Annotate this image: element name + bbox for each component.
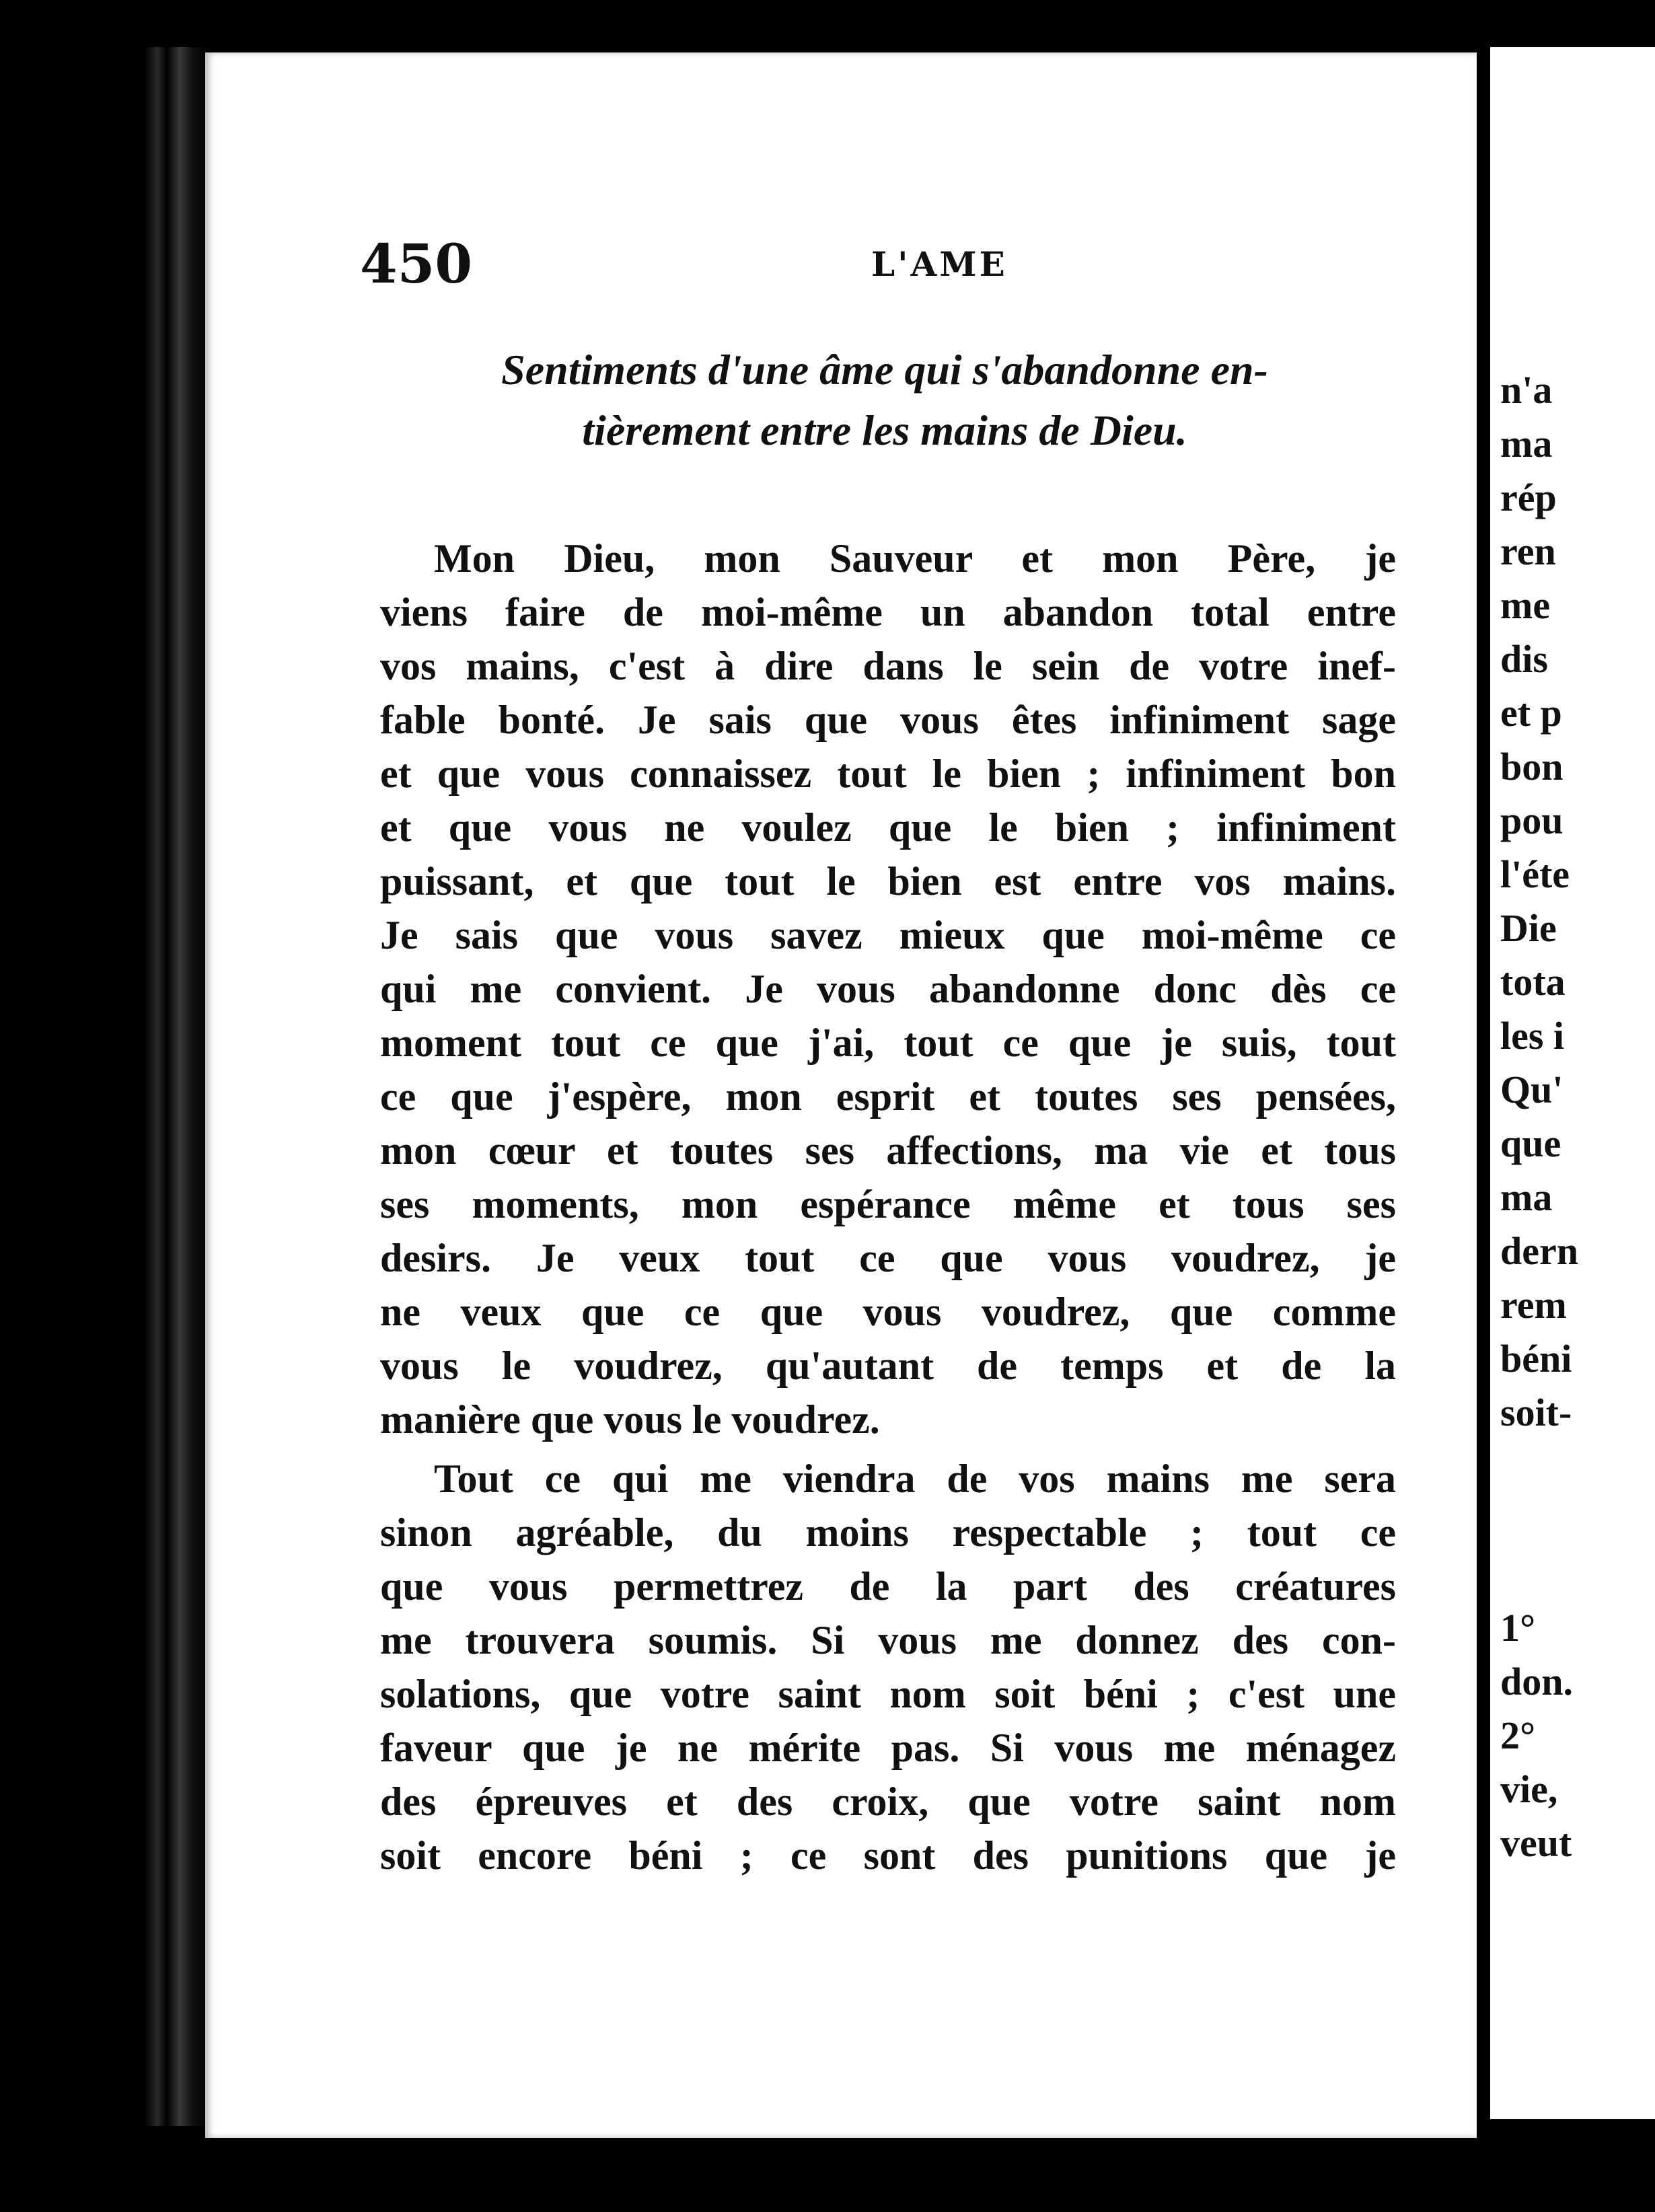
fragment-line: l'éte	[1500, 852, 1570, 896]
fragment-line: ren	[1500, 529, 1556, 573]
paragraph-1	[380, 531, 1396, 1446]
text-line: faveur que je ne mérite pas. Si vous me ménagez	[380, 1726, 1396, 1770]
text-line: solations, que votre saint nom soit béni ; c'est une	[380, 1672, 1396, 1716]
text-line: vos mains, c'est à dire dans le sein de votre inef-	[380, 644, 1396, 688]
fragment-line: dis	[1500, 637, 1548, 681]
text-line: Je sais que vous savez mieux que moi-même ce	[380, 913, 1396, 957]
fragment-line: rép	[1500, 476, 1557, 519]
section-title-line: Sentiments d'une âme qui s'abandonne en-	[501, 346, 1268, 394]
fragment-line: n'a	[1500, 368, 1553, 412]
fragment-line: soit-	[1500, 1391, 1572, 1434]
body-text	[380, 531, 1396, 1882]
text-line: viens faire de moi-même un abandon total entre	[380, 590, 1396, 634]
text-line: soit encore béni ; ce sont des punitions que je	[380, 1833, 1396, 1878]
fragment-line: béni	[1500, 1337, 1572, 1380]
book-binding	[145, 47, 209, 2126]
fragment-line: 2°	[1500, 1713, 1536, 1757]
text-line: desirs. Je veux tout ce que vous voudrez, je	[380, 1236, 1396, 1280]
fragment-line: vie,	[1500, 1767, 1558, 1811]
section-title-line: tièrement entre les mains de Dieu.	[582, 406, 1187, 454]
fragment-line: dern	[1500, 1229, 1578, 1273]
fragment-line: que	[1500, 1121, 1561, 1165]
text-line: ne veux que ce que vous voudrez, que comme	[380, 1290, 1396, 1334]
text-line: vous le voudrez, qu'autant de temps et de la	[380, 1343, 1396, 1388]
text-line: des épreuves et des croix, que votre saint nom	[380, 1779, 1396, 1824]
text-line: puissant, et que tout le bien est entre vos mains.	[380, 859, 1396, 904]
text-line: qui me convient. Je vous abandonne donc dès ce	[380, 967, 1396, 1011]
text-line: Tout ce qui me viendra de vos mains me sera	[434, 1457, 1396, 1501]
text-line: sinon agréable, du moins respectable ; tout ce	[380, 1510, 1396, 1555]
paragraph-2	[380, 1452, 1396, 1882]
text-line: Mon Dieu, mon Sauveur et mon Père, je	[434, 536, 1396, 581]
text-line: fable bonté. Je sais que vous êtes infiniment sage	[380, 698, 1396, 742]
fragment-line: tota	[1500, 960, 1566, 1004]
fragment-line: veut	[1500, 1821, 1572, 1865]
text-line: que vous permettrez de la part des créatures	[380, 1564, 1396, 1609]
fragment-line: Qu'	[1500, 1068, 1564, 1111]
text-line: ce que j'espère, mon esprit et toutes ses pensées,	[380, 1074, 1396, 1119]
text-line: moment tout ce que j'ai, tout ce que je suis, tout	[380, 1021, 1396, 1065]
fragment-line: ma	[1500, 422, 1553, 466]
fragment-line: 1°	[1500, 1606, 1536, 1650]
page-number: 450	[360, 232, 472, 295]
fragment-line: don.	[1500, 1660, 1574, 1703]
text-line: manière que vous le voudrez.	[380, 1397, 880, 1442]
book-page-right-edge	[1490, 47, 1655, 2119]
fragment-line: me	[1500, 583, 1551, 627]
text-line: et que vous connaissez tout le bien ; infiniment bon	[380, 751, 1396, 796]
fragment-line: bon	[1500, 745, 1564, 788]
text-line: me trouvera soumis. Si vous me donnez des con-	[380, 1618, 1396, 1662]
fragment-line: et p	[1500, 691, 1562, 735]
fragment-line: rem	[1500, 1283, 1567, 1327]
text-line: et que vous ne voulez que le bien ; infiniment	[380, 805, 1396, 850]
page-header	[360, 232, 1409, 306]
fragment-line: Die	[1500, 906, 1557, 950]
next-page-fragments	[1500, 363, 1578, 1870]
running-head: L'AME	[871, 244, 1008, 284]
text-line: ses moments, mon espérance même et tous ses	[380, 1182, 1396, 1226]
fragment-line: pou	[1500, 799, 1564, 842]
text-line: mon cœur et toutes ses affections, ma vie et tous	[380, 1128, 1396, 1173]
fragment-line: les i	[1500, 1014, 1565, 1058]
section-title	[380, 340, 1389, 461]
fragment-line: ma	[1500, 1175, 1553, 1219]
